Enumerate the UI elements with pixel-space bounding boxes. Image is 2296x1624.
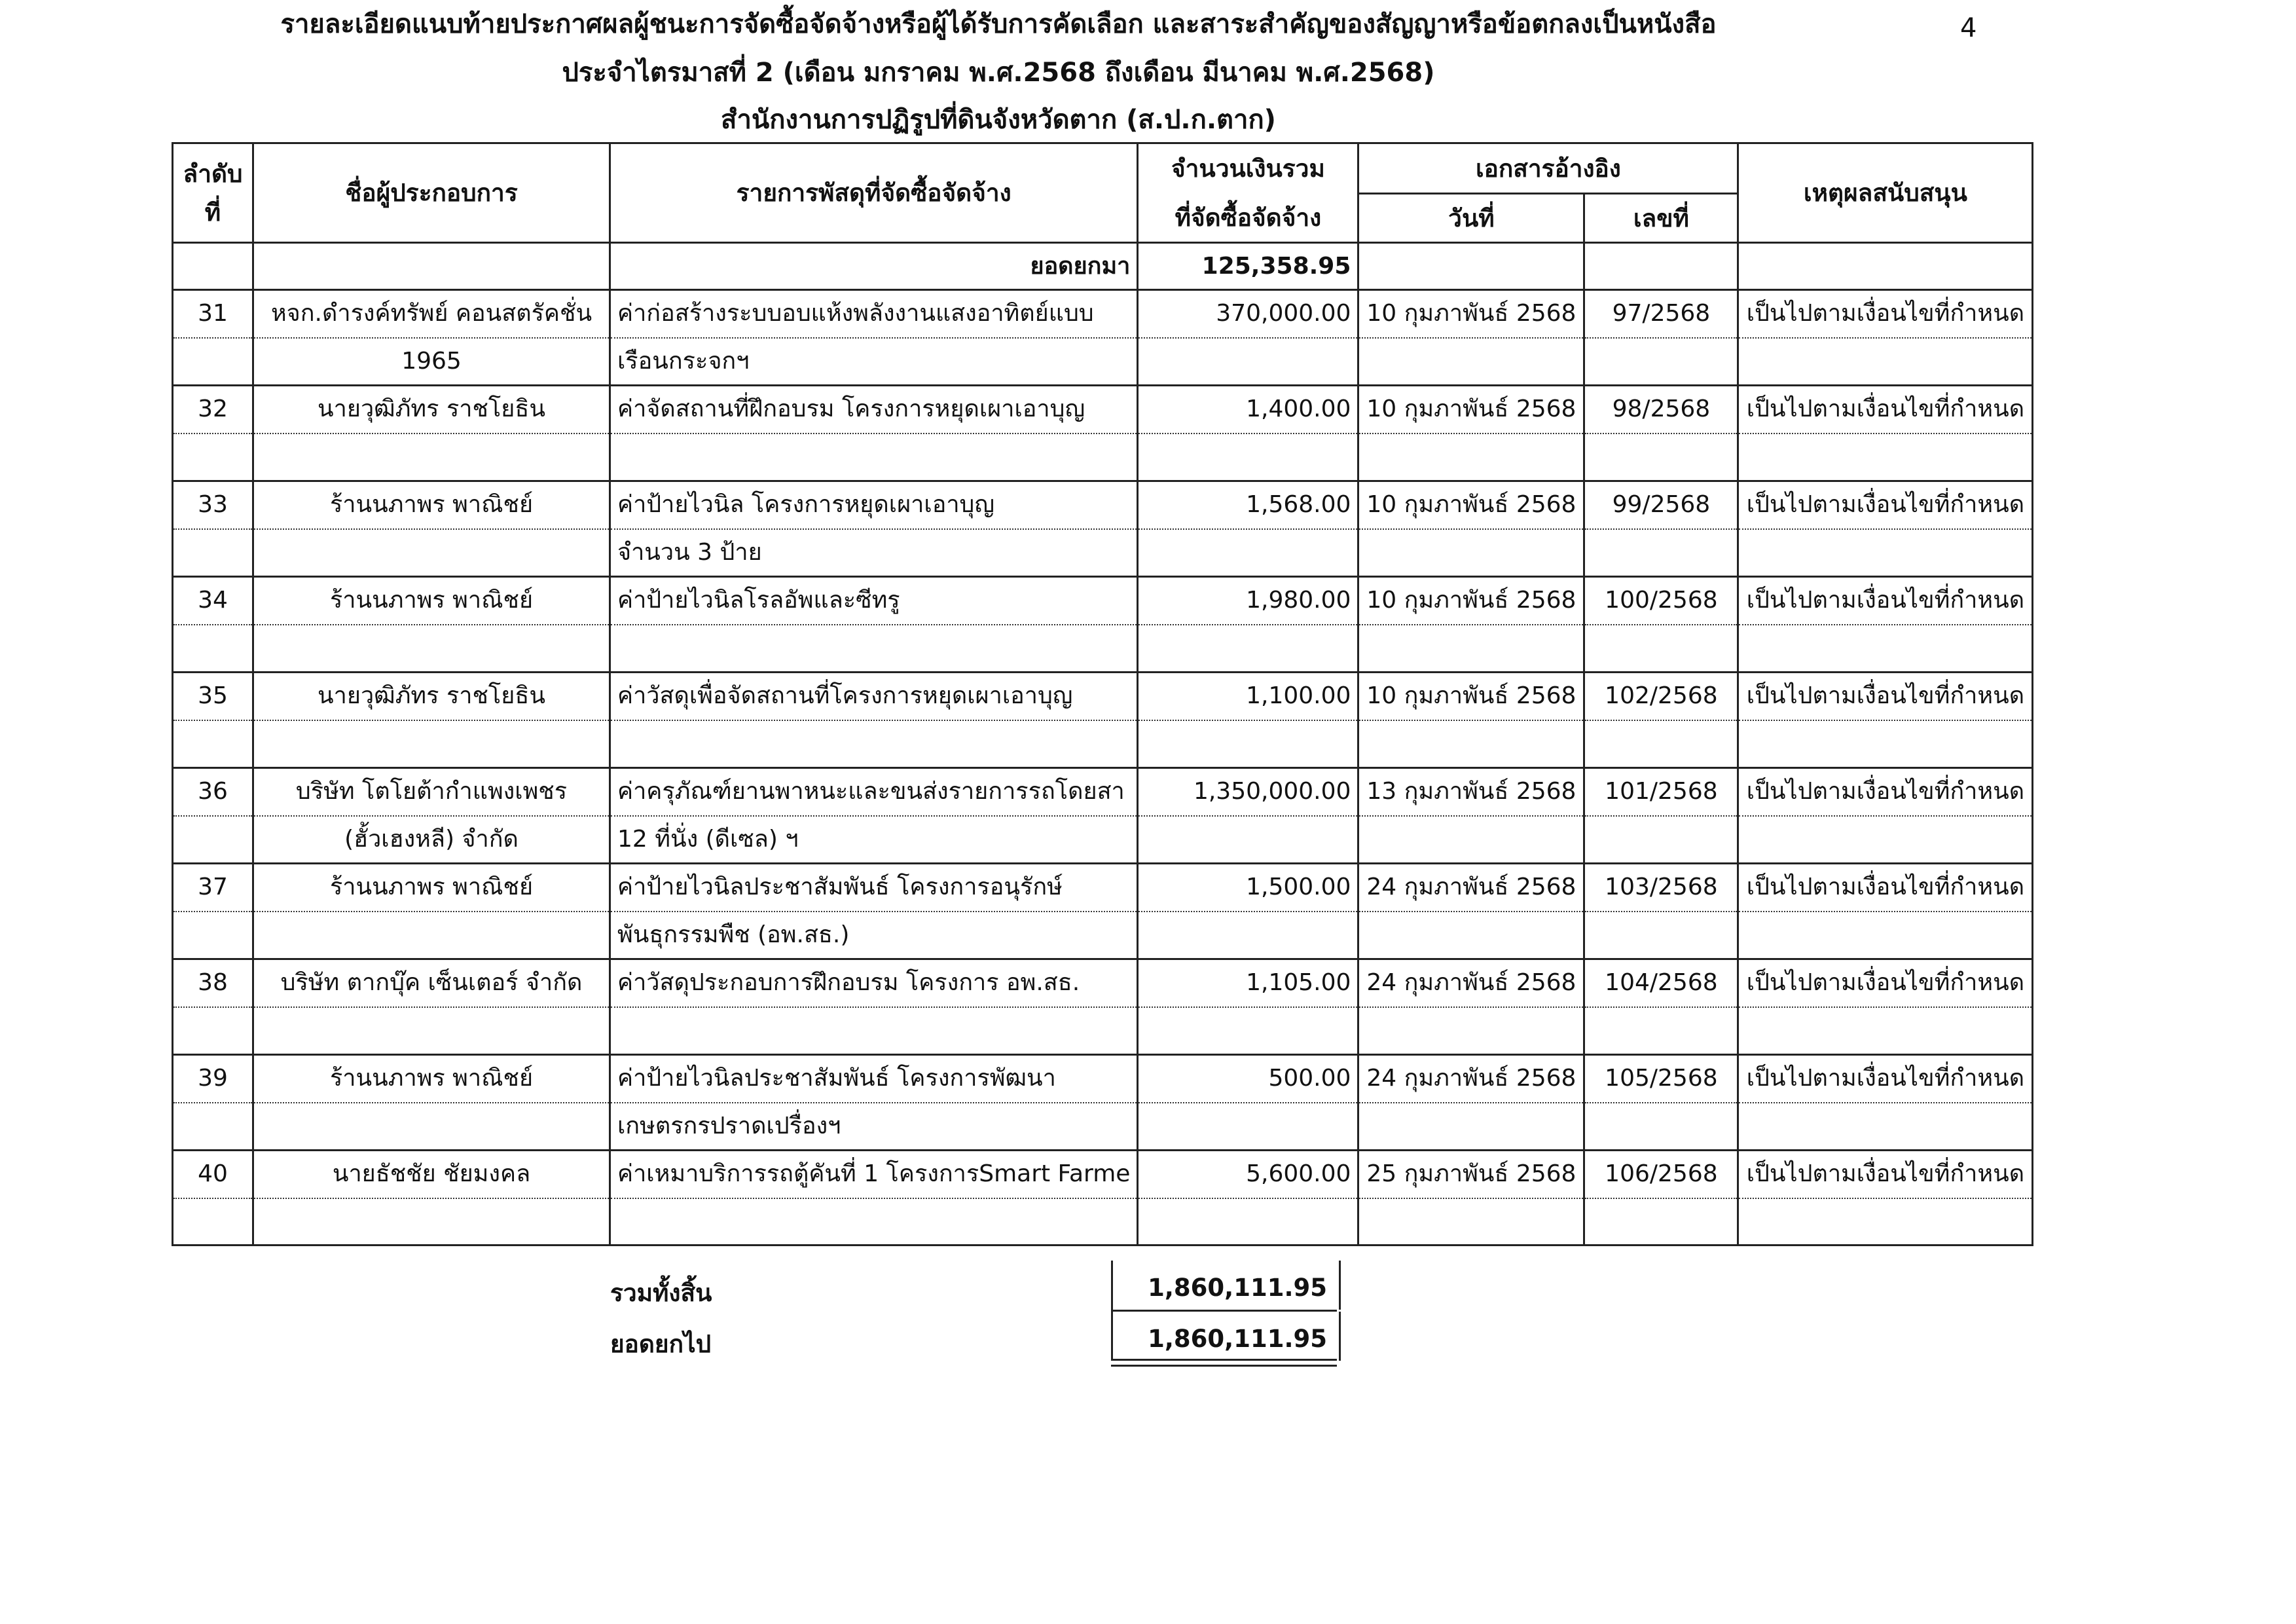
row-item-cont (610, 720, 1138, 768)
row-amount: 370,000.00 (1138, 290, 1358, 338)
row-item: ค่าวัสดุประกอบการฝึกอบรม โครงการ อพ.สธ. (610, 959, 1138, 1007)
row-date: 25 กุมภาพันธ์ 2568 (1358, 1151, 1584, 1198)
row-item-cont: เกษตรกรปราดเปรื่องฯ (610, 1103, 1138, 1151)
row-date: 10 กุมภาพันธ์ 2568 (1358, 673, 1584, 720)
row-item-cont: 12 ที่นั่ง (ดีเซล) ฯ (610, 816, 1138, 864)
row-item: ค่าจัดสถานที่ฝึกอบรม โครงการหยุดเผาเอาบุญ (610, 386, 1138, 434)
row-item-cont: เรือนกระจกฯ (610, 338, 1138, 386)
carry-forward-value: 125,358.95 (1138, 243, 1358, 290)
row-vendor-cont: 1965 (253, 338, 610, 386)
row-amount: 1,105.00 (1138, 959, 1358, 1007)
table-row-continuation (173, 625, 2033, 673)
row-date: 10 กุมภาพันธ์ 2568 (1358, 290, 1584, 338)
row-amount: 1,100.00 (1138, 673, 1358, 720)
table-row (173, 1151, 2033, 1198)
table-row (173, 290, 2033, 338)
header-no-line2: ที่ (204, 198, 221, 227)
row-item: ค่าเหมาบริการรถตู้คันที่ 1 โครงการSmart Farme (610, 1151, 1138, 1198)
row-vendor: บริษัท ตากบุ๊ค เซ็นเตอร์ จำกัด (253, 959, 610, 1007)
row-date: 10 กุมภาพันธ์ 2568 (1358, 481, 1584, 529)
table-row-continuation (173, 1103, 2033, 1151)
row-vendor: นายธัชชัย ชัยมงคล (253, 1151, 610, 1198)
procurement-table (172, 142, 2033, 1246)
row-no: 34 (173, 577, 253, 625)
row-reason: เป็นไปตามเงื่อนไขที่กำหนด (1738, 577, 2033, 625)
row-item: ค่าป้ายไวนิลโรลอัพและซีทรู (610, 577, 1138, 625)
header-amount-line1: จำนวนเงินรวม (1138, 143, 1358, 194)
table-row-continuation (173, 434, 2033, 481)
total-label: รวมทั้งสิ้น (610, 1279, 712, 1307)
table-row (173, 673, 2033, 720)
row-no: 32 (173, 386, 253, 434)
row-date: 24 กุมภาพันธ์ 2568 (1358, 864, 1584, 912)
row-amount: 1,500.00 (1138, 864, 1358, 912)
carry-out-value: 1,860,111.95 (1148, 1325, 1327, 1353)
row-reason: เป็นไปตามเงื่อนไขที่กำหนด (1738, 290, 2033, 338)
row-item-cont: จำนวน 3 ป้าย (610, 529, 1138, 577)
row-reason: เป็นไปตามเงื่อนไขที่กำหนด (1738, 959, 2033, 1007)
page-number: 4 (1960, 13, 1977, 43)
row-no: 36 (173, 768, 253, 816)
row-item: ค่าป้ายไวนิลประชาสัมพันธ์ โครงการอนุรักษ์ (610, 864, 1138, 912)
header-number: เลขที่ (1584, 194, 1738, 243)
table-row (173, 481, 2033, 529)
row-item-cont (610, 625, 1138, 673)
row-vendor-cont (253, 529, 610, 577)
row-no: 33 (173, 481, 253, 529)
table-row-continuation (173, 529, 2033, 577)
row-reason: เป็นไปตามเงื่อนไขที่กำหนด (1738, 864, 2033, 912)
table-row (173, 864, 2033, 912)
table-row-continuation (173, 338, 2033, 386)
row-date: 13 กุมภาพันธ์ 2568 (1358, 768, 1584, 816)
row-vendor: บริษัท โตโยต้ากำแพงเพชร (253, 768, 610, 816)
row-vendor-cont (253, 1007, 610, 1055)
row-reason: เป็นไปตามเงื่อนไขที่กำหนด (1738, 673, 2033, 720)
carry-forward-row (173, 243, 2033, 290)
row-ref: 103/2568 (1584, 864, 1738, 912)
row-ref: 105/2568 (1584, 1055, 1738, 1103)
table-row (173, 577, 2033, 625)
row-no: 37 (173, 864, 253, 912)
row-item-cont (610, 434, 1138, 481)
document-title: รายละเอียดแนบท้ายประกาศผลผู้ชนะการจัดซื้อจัดจ้างหรือผู้ได้รับการคัดเลือก และสาระสำคัญของสัญญาหรือข้อตกลงเป็นหนังสือ (280, 9, 1717, 39)
row-date: 24 กุมภาพันธ์ 2568 (1358, 959, 1584, 1007)
row-amount: 1,980.00 (1138, 577, 1358, 625)
table-row-continuation (173, 912, 2033, 959)
table-row-continuation (173, 816, 2033, 864)
row-vendor: ร้านนภาพร พาณิชย์ (253, 481, 610, 529)
row-amount: 1,350,000.00 (1138, 768, 1358, 816)
table-row-continuation (173, 720, 2033, 768)
row-vendor: นายวุฒิภัทร ราชโยธิน (253, 386, 610, 434)
row-amount: 1,400.00 (1138, 386, 1358, 434)
row-item-cont: พันธุกรรมพืช (อพ.สธ.) (610, 912, 1138, 959)
row-item: ค่าก่อสร้างระบบอบแห้งพลังงานแสงอาทิตย์แบบ (610, 290, 1138, 338)
table-row (173, 1055, 2033, 1103)
row-vendor-cont (253, 720, 610, 768)
row-ref: 100/2568 (1584, 577, 1738, 625)
row-reason: เป็นไปตามเงื่อนไขที่กำหนด (1738, 1055, 2033, 1103)
row-item: ค่าครุภัณฑ์ยานพาหนะและขนส่งรายการรถโดยสา (610, 768, 1138, 816)
row-ref: 102/2568 (1584, 673, 1738, 720)
row-vendor: นายวุฒิภัทร ราชโยธิน (253, 673, 610, 720)
row-no: 40 (173, 1151, 253, 1198)
row-reason: เป็นไปตามเงื่อนไขที่กำหนด (1738, 768, 2033, 816)
document-subtitle-office: สำนักงานการปฏิรูปที่ดินจังหวัดตาก (ส.ป.ก.ตาก) (721, 105, 1276, 135)
table-row-continuation (173, 1198, 2033, 1246)
row-ref: 104/2568 (1584, 959, 1738, 1007)
row-no: 38 (173, 959, 253, 1007)
header-reason: เหตุผลสนับสนุน (1738, 143, 2033, 243)
total-value: 1,860,111.95 (1148, 1274, 1327, 1302)
row-item: ค่าวัสดุเพื่อจัดสถานที่โครงการหยุดเผาเอาบุญ (610, 673, 1138, 720)
row-date: 10 กุมภาพันธ์ 2568 (1358, 386, 1584, 434)
row-item-cont (610, 1007, 1138, 1055)
header-vendor: ชื่อผู้ประกอบการ (253, 143, 610, 243)
row-vendor: ร้านนภาพร พาณิชย์ (253, 1055, 610, 1103)
row-reason: เป็นไปตามเงื่อนไขที่กำหนด (1738, 1151, 2033, 1198)
document-subtitle-quarter: ประจำไตรมาสที่ 2 (เดือน มกราคม พ.ศ.2568 ถึงเดือน มีนาคม พ.ศ.2568) (562, 58, 1435, 88)
row-amount: 1,568.00 (1138, 481, 1358, 529)
row-item: ค่าป้ายไวนิล โครงการหยุดเผาเอาบุญ (610, 481, 1138, 529)
row-item-cont (610, 1198, 1138, 1246)
row-vendor: ร้านนภาพร พาณิชย์ (253, 864, 610, 912)
table-row (173, 768, 2033, 816)
row-no: 35 (173, 673, 253, 720)
row-amount: 5,600.00 (1138, 1151, 1358, 1198)
row-date: 24 กุมภาพันธ์ 2568 (1358, 1055, 1584, 1103)
row-ref: 106/2568 (1584, 1151, 1738, 1198)
row-ref: 98/2568 (1584, 386, 1738, 434)
row-reason: เป็นไปตามเงื่อนไขที่กำหนด (1738, 386, 2033, 434)
header-reference: เอกสารอ้างอิง (1358, 143, 1738, 194)
header-amount-line2: ที่จัดซื้อจัดจ้าง (1138, 194, 1358, 243)
header-no-line1: ลำดับ (183, 159, 243, 188)
row-reason: เป็นไปตามเงื่อนไขที่กำหนด (1738, 481, 2033, 529)
row-vendor: หจก.ดำรงค์ทรัพย์ คอนสตรัคชั่น (253, 290, 610, 338)
row-item: ค่าป้ายไวนิลประชาสัมพันธ์ โครงการพัฒนา (610, 1055, 1138, 1103)
row-vendor-cont (253, 1103, 610, 1151)
table-row-continuation (173, 1007, 2033, 1055)
row-no: 39 (173, 1055, 253, 1103)
header-date: วันที่ (1358, 194, 1584, 243)
row-vendor-cont: (ฮั้วเฮงหลี) จำกัด (253, 816, 610, 864)
row-vendor-cont (253, 1198, 610, 1246)
table-row (173, 959, 2033, 1007)
header-items: รายการพัสดุที่จัดซื้อจัดจ้าง (610, 143, 1138, 243)
row-ref: 101/2568 (1584, 768, 1738, 816)
row-no: 31 (173, 290, 253, 338)
row-vendor: ร้านนภาพร พาณิชย์ (253, 577, 610, 625)
row-vendor-cont (253, 912, 610, 959)
row-amount: 500.00 (1138, 1055, 1358, 1103)
row-vendor-cont (253, 625, 610, 673)
row-date: 10 กุมภาพันธ์ 2568 (1358, 577, 1584, 625)
row-ref: 99/2568 (1584, 481, 1738, 529)
table-row (173, 386, 2033, 434)
carry-forward-label: ยอดยกมา (610, 243, 1138, 290)
header-no (173, 143, 253, 243)
row-vendor-cont (253, 434, 610, 481)
row-ref: 97/2568 (1584, 290, 1738, 338)
carry-out-label: ยอดยกไป (610, 1330, 712, 1358)
